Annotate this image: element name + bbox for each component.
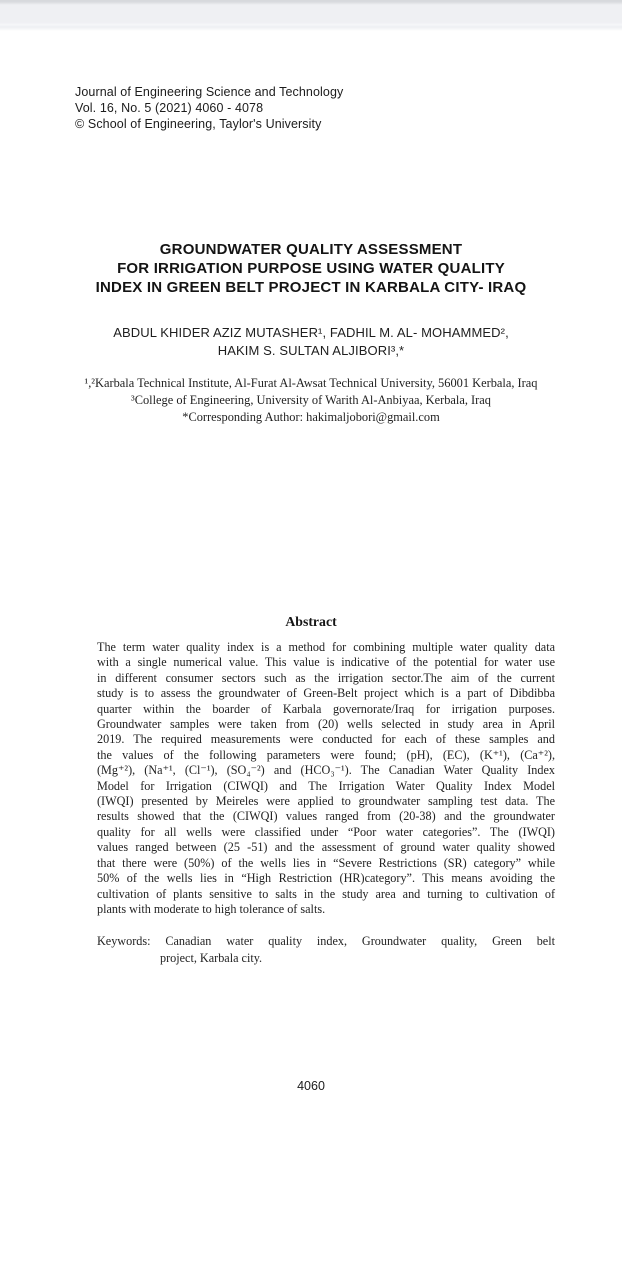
authors-line: ABDUL KHIDER AZIZ MUTASHER¹, FADHIL M. AL- MOHAMMED²,	[113, 325, 509, 340]
abstract-line: The term water quality index is a method for combining multiple water quality data	[97, 640, 555, 654]
abstract-line: quality for all wells were classified under “Poor water categories”. The (IWQI)	[97, 824, 555, 839]
abstract-line: values ranged between (25 -51) and the assessment of ground water quality showed	[97, 840, 555, 855]
authors-line: HAKIM S. SULTAN ALJIBORI³,*	[217, 343, 405, 358]
affiliation-line: ¹,²Karbala Technical Institute, Al-Furat Al-Awsat Technical University, 56001 Kerbala, Iraq	[84, 376, 538, 390]
abstract-line: in different consumer sectors such as the irrigation sector.The aim of the current	[97, 670, 555, 685]
abstract-line: Model for Irrigation (CIWQI) and The Irrigation Water Quality Index Model	[97, 778, 555, 793]
keywords	[97, 933, 555, 966]
window-chrome-top	[0, 0, 622, 31]
abstract-line: study is to assess the groundwater of Green-Belt project which is a part of Dibdibba	[97, 686, 555, 701]
paper-title-line: INDEX IN GREEN BELT PROJECT IN KARBALA CITY- IRAQ	[95, 279, 527, 296]
abstract-line: plants with moderate to high tolerance of salts.	[97, 901, 326, 916]
abstract-line: 2019. The required measurements were conducted for each of these samples and	[97, 732, 555, 747]
affiliations	[0, 375, 622, 426]
keywords-line: project, Karbala city.	[160, 950, 263, 965]
journal-copyright: © School of Engineering, Taylor's University	[75, 117, 322, 131]
corresponding-author-email: *Corresponding Author: hakimaljobori@gmail.com	[182, 410, 440, 424]
paper-title-line: GROUNDWATER QUALITY ASSESSMENT	[159, 241, 463, 258]
abstract-line: results showed that the (CIWQI) values ranged from (20-38) and the groundwater	[97, 809, 555, 824]
page-number: 4060	[297, 1079, 325, 1093]
affiliation-line: ³College of Engineering, University of Warith Al-Anbiyaa, Kerbala, Iraq	[131, 393, 491, 407]
paper-title-line: FOR IRRIGATION PURPOSE USING WATER QUALITY	[117, 260, 505, 277]
abstract-line: (Mg⁺²), (Na⁺¹, (Cl⁻¹), (SO₄⁻²) and (HCO₃⁻¹). The Canadian Water Quality Index	[97, 763, 555, 778]
abstract-line: with a single numerical value. This value is indicative of the potential for water use	[97, 655, 555, 670]
keywords-line: Keywords: Canadian water quality index, Groundwater quality, Green belt	[97, 934, 555, 948]
authors	[0, 324, 622, 360]
abstract-line: Groundwater samples were taken from (20) wells selected in study area in April	[97, 717, 555, 732]
journal-volume-info: Vol. 16, No. 5 (2021) 4060 - 4078	[75, 101, 264, 115]
journal-header	[75, 84, 343, 132]
abstract-line: (IWQI) presented by Meireles were applied to groundwater sampling test data. The	[97, 794, 555, 809]
abstract-heading: Abstract	[285, 614, 337, 629]
abstract-line: 50% of the wells lies in “High Restriction (HR)category”. This means avoiding the	[97, 871, 555, 886]
abstract-body	[97, 640, 555, 917]
journal-name: Journal of Engineering Science and Technology	[75, 85, 344, 99]
abstract-line: that there were (50%) of the wells lies in “Severe Restrictions (SR) category” while	[97, 855, 555, 870]
abstract-line: cultivation of plants sensitive to salts in the study area and turning to cultivation of	[97, 886, 555, 901]
abstract-line: the values of the following parameters were found; (pH), (EC), (K⁺¹), (Ca⁺²),	[97, 747, 555, 762]
paper-title	[0, 240, 622, 297]
abstract-line: quarter within the boarder of Karbala governorate/Iraq for irrigation purposes.	[97, 701, 555, 716]
